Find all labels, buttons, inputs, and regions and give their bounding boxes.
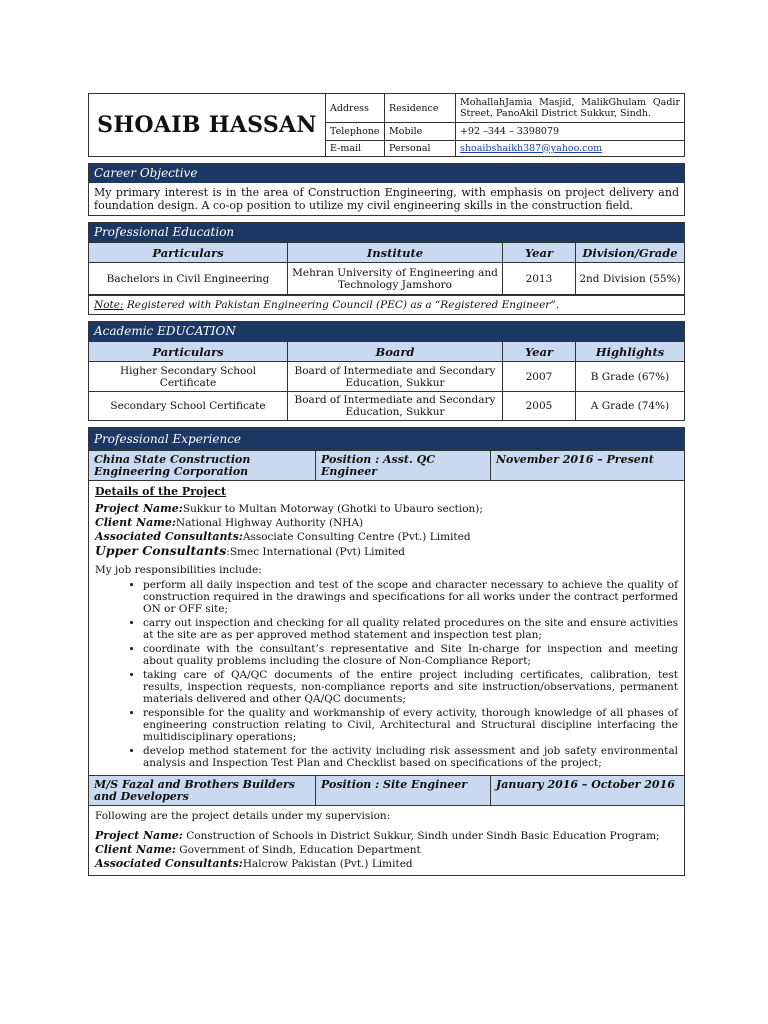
col-year: Year — [503, 243, 576, 263]
header-block — [88, 93, 685, 157]
assoc-value: Associate Consulting Centre (Pvt.) Limited — [242, 531, 471, 543]
email-link[interactable]: shoaibshaikh387@yahoo.com — [460, 142, 603, 154]
professional-experience-section — [88, 427, 685, 876]
col-year: Year — [503, 342, 576, 362]
assoc-value: Halcrow Pakistan (Pvt.) Limited — [242, 858, 413, 870]
address-value: MohallahJamia Masjid, MalikGhulam Qadir Street, PanoAkil District Sukkur, Sindh. — [460, 97, 680, 119]
institute-cell: Mehran University of Engineering and Technology Jamshoro — [288, 263, 503, 295]
list-item: • coordinate with the consultant’s representative and Site In-charge for inspection and meeting about quality problems including the closure of Non-Compliance Report; — [143, 643, 678, 667]
project-label: Project Name: — [95, 829, 183, 842]
upper-line — [95, 544, 678, 559]
project-label: Project Name: — [95, 502, 183, 515]
client-label: Client Name: — [95, 843, 176, 856]
resume-page — [88, 93, 685, 876]
job2-intro: Following are the project details under my supervision: — [95, 810, 391, 822]
career-objective-section — [88, 163, 685, 216]
project-line — [95, 502, 678, 516]
client-value: National Highway Authority (NHA) — [175, 517, 364, 529]
upper-value: :Smec International (Pvt) Limited — [226, 546, 405, 558]
telephone-label: Telephone — [326, 123, 385, 139]
year-cell: 2007 — [503, 362, 576, 392]
note-text: Registered with Pakistan Engineering Council (PEC) as a “Registered Engineer”. — [123, 299, 560, 311]
telephone-row — [326, 123, 684, 140]
resp-intro: My job responsibilities include: — [95, 564, 262, 576]
job2-body — [89, 805, 684, 875]
assoc-label: Associated Consultants: — [95, 530, 243, 543]
col-particulars: Particulars — [89, 243, 288, 263]
professional-education-title: Professional Education — [89, 223, 684, 242]
assoc-line — [95, 530, 678, 544]
project-value: Construction of Schools in District Sukkur, Sindh under Sindh Basic Education Program; — [182, 830, 660, 842]
academic-education-table — [89, 341, 684, 420]
board-cell: Board of Intermediate and Secondary Education, Sukkur — [288, 362, 503, 392]
col-institute: Institute — [288, 243, 503, 263]
contact-grid — [326, 94, 684, 156]
job1-company: China State Construction Engineering Corporation — [89, 451, 316, 480]
col-particulars: Particulars — [89, 342, 288, 362]
career-objective-title: Career Objective — [89, 164, 684, 183]
address-row — [326, 94, 684, 123]
professional-education-section — [88, 222, 685, 315]
client-value: Government of Sindh, Education Department — [175, 844, 421, 856]
address-label: Address — [326, 94, 385, 122]
year-cell: 2005 — [503, 392, 576, 421]
candidate-name: SHOAIB HASSAN — [89, 94, 326, 156]
table-header-row — [89, 243, 684, 263]
table-row — [89, 263, 684, 295]
table-row — [89, 392, 684, 421]
grade-cell: B Grade (67%) — [576, 362, 685, 392]
list-item: • carry out inspection and checking for all quality related procedures on the site and ensure activities at the site are as per approved method statement and inspection test plan; — [143, 617, 678, 641]
degree-cell: Bachelors in Civil Engineering — [89, 263, 288, 295]
client-line — [95, 843, 678, 857]
division-cell: 2nd Division (55%) — [576, 263, 685, 295]
mobile-label: Mobile — [385, 123, 456, 139]
job1-body — [89, 480, 684, 775]
job1-header — [89, 450, 684, 480]
col-board: Board — [288, 342, 503, 362]
pec-note — [89, 295, 684, 314]
grade-cell: A Grade (74%) — [576, 392, 685, 421]
list-item: • perform all daily inspection and test of the scope and character necessary to achieve the quality of construction required in the drawings and specifications for all works under the contract performed ON or OFF site; — [143, 579, 678, 615]
project-line — [95, 829, 678, 843]
email-row — [326, 141, 684, 156]
email-cell — [456, 141, 684, 156]
career-objective-text: My primary interest is in the area of Construction Engineering, with emphasis on project delivery and foundation design. A co-op position to utilize my civil engineering skills in the construction field. — [94, 186, 679, 212]
year-cell: 2013 — [503, 263, 576, 295]
list-item: • taking care of QA/QC documents of the entire project including certificates, calibration, test results, inspection requests, non-compliance reports and site instruction/observations, permanent materials delivered and other QA/QC documents; — [143, 669, 678, 705]
table-header-row — [89, 342, 684, 362]
assoc-line — [95, 857, 678, 871]
assoc-label: Associated Consultants: — [95, 857, 243, 870]
academic-education-title: Academic EDUCATION — [89, 322, 684, 341]
col-highlights: Highlights — [576, 342, 685, 362]
job2-header — [89, 775, 684, 805]
job2-company: M/S Fazal and Brothers Builders and Developers — [89, 776, 316, 805]
job1-period: November 2016 – Present — [496, 453, 654, 466]
email-label: E-mail — [326, 141, 385, 156]
note-label: Note: — [94, 299, 124, 311]
job2-period: January 2016 – October 2016 — [496, 778, 675, 791]
academic-education-section — [88, 321, 685, 421]
certificate-cell: Higher Secondary School Certificate — [89, 362, 288, 392]
professional-education-table — [89, 242, 684, 295]
board-cell: Board of Intermediate and Secondary Education, Sukkur — [288, 392, 503, 421]
client-label: Client Name: — [95, 516, 176, 529]
client-line — [95, 516, 678, 530]
project-value: Sukkur to Multan Motorway (Ghotki to Ubauro section); — [182, 503, 483, 515]
responsibilities-list — [95, 579, 678, 769]
phone-value: +92 –344 – 3398079 — [460, 125, 560, 137]
details-heading: Details of the Project — [95, 485, 227, 498]
upper-label: Upper Consultants — [95, 543, 227, 558]
job1-position: Position : Asst. QC Engineer — [316, 451, 491, 480]
col-division: Division/Grade — [576, 243, 685, 263]
list-item: • responsible for the quality and workmanship of every activity, thorough knowledge of all phases of engineering construction relating to Civil, Architectural and Structural discipline interfacing the multidisciplinary operations; — [143, 707, 678, 743]
residence-label: Residence — [385, 94, 456, 122]
professional-experience-title: Professional Experience — [89, 428, 684, 450]
table-row — [89, 362, 684, 392]
list-item: • develop method statement for the activity including risk assessment and job safety environmental analysis and Inspection Test Plan and Checklist based on specifications of the project; — [143, 745, 678, 769]
certificate-cell: Secondary School Certificate — [89, 392, 288, 421]
personal-label: Personal — [385, 141, 456, 156]
job2-position: Position : Site Engineer — [316, 776, 491, 805]
